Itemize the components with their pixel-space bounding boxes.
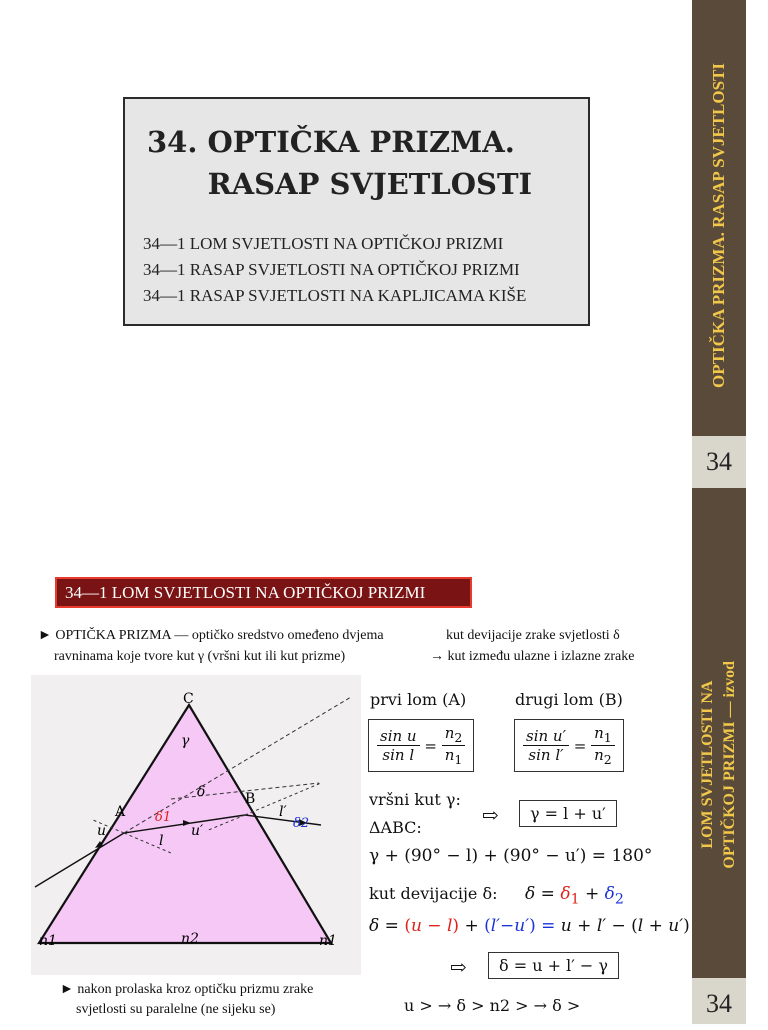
label-lprime: l′ — [279, 804, 287, 820]
bottom-relation: u > → δ > n2 > → δ > — [404, 996, 581, 1015]
deviation-expansion: δ = (u − l) + (l′−u′) = u + l′ − (l + u′) — [369, 916, 690, 936]
apex-angle-label: vršni kut γ: — [369, 790, 461, 809]
label-uprime: u′ — [191, 823, 204, 839]
angle-sum-equation: γ + (90° − l) + (90° − u′) = 180° — [369, 846, 653, 866]
label-l: l — [159, 833, 164, 849]
deviation-label: kut devijacije δ: — [369, 884, 498, 903]
deviation-result-box: δ = u + l′ − γ — [488, 952, 619, 979]
label-gamma: γ — [181, 733, 190, 749]
implies-arrow-icon: ⇨ — [482, 803, 499, 827]
deviation-definition-cont: → kut između ulazne i izlazne zrake — [430, 649, 635, 664]
chapter-title-box — [123, 97, 590, 326]
snell-law-a: $\frac{\text{sin u}}{\text{sin l}}$ = $\frac{n_2}{n_1}$ — [368, 719, 474, 772]
sidebar-title-top: OPTIČKA PRIZMA. RASAP SVJETLOSTI — [709, 62, 728, 388]
toc-item: 34—1 RASAP SVJETLOSTI NA KAPLJICAMA KIŠE — [143, 286, 527, 305]
implies-arrow-icon: ⇨ — [450, 955, 467, 979]
table-of-contents — [143, 231, 526, 309]
bullet-parallel-rays: ► nakon prolaska kroz optičku prizmu zrake — [60, 982, 314, 997]
deviation-definition: kut devijacije zrake svjetlosti δ — [446, 628, 620, 643]
triangle-label: ΔABC: — [369, 818, 422, 837]
label-n1-right: n1 — [319, 933, 337, 949]
label-c: C — [183, 691, 194, 707]
prism-svg — [31, 675, 361, 975]
first-refraction-label: prvi lom (A) — [370, 690, 467, 709]
bullet-parallel-rays-cont: svjetlosti su paralelne (ne sijeku se) — [76, 1002, 276, 1017]
sidebar — [692, 0, 746, 1024]
chapter-title: 34. OPTIČKA PRIZMA. RASAP SVJETLOSTI — [147, 125, 533, 201]
bullet-prism-definition-cont: ravninama koje tvore kut γ (vršni kut ili kut prizme) — [54, 649, 346, 664]
label-a: A — [115, 804, 126, 820]
toc-item: 34—1 RASAP SVJETLOSTI NA OPTIČKOJ PRIZMI — [143, 260, 520, 279]
second-refraction-label: drugi lom (B) — [515, 690, 623, 709]
sidebar-number-bottom: 34 — [692, 978, 746, 1024]
label-n2: n2 — [181, 931, 199, 947]
sidebar-number-top: 34 — [692, 436, 746, 488]
prism-diagram — [31, 675, 361, 975]
label-b: B — [245, 791, 256, 807]
label-delta2: δ2 — [293, 816, 310, 831]
label-delta: δ — [197, 784, 206, 800]
snell-law-b: $\frac{\text{sin u′}}{\text{sin l′}}$ = $\frac{n_1}{n_2}$ — [514, 719, 624, 772]
label-n1-left: n1 — [39, 933, 57, 949]
deviation-sum: $\delta = \delta_1 + \delta_2$ — [525, 884, 624, 908]
label-u: u — [97, 823, 107, 839]
label-delta1: δ1 — [155, 810, 172, 825]
sidebar-title-bottom: LOM SVJETLOSTI NA OPTIČKOJ PRIZMI — izvod — [699, 661, 738, 869]
toc-item: 34—1 LOM SVJETLOSTI NA OPTIČKOJ PRIZMI — [143, 234, 504, 253]
section-heading: 34—1 LOM SVJETLOSTI NA OPTIČKOJ PRIZMI — [55, 577, 472, 608]
bullet-prism-definition: ► OPTIČKA PRIZMA — optičko sredstvo omeđeno dvjema — [38, 628, 384, 643]
gamma-result-box: γ = l + u′ — [519, 800, 617, 827]
